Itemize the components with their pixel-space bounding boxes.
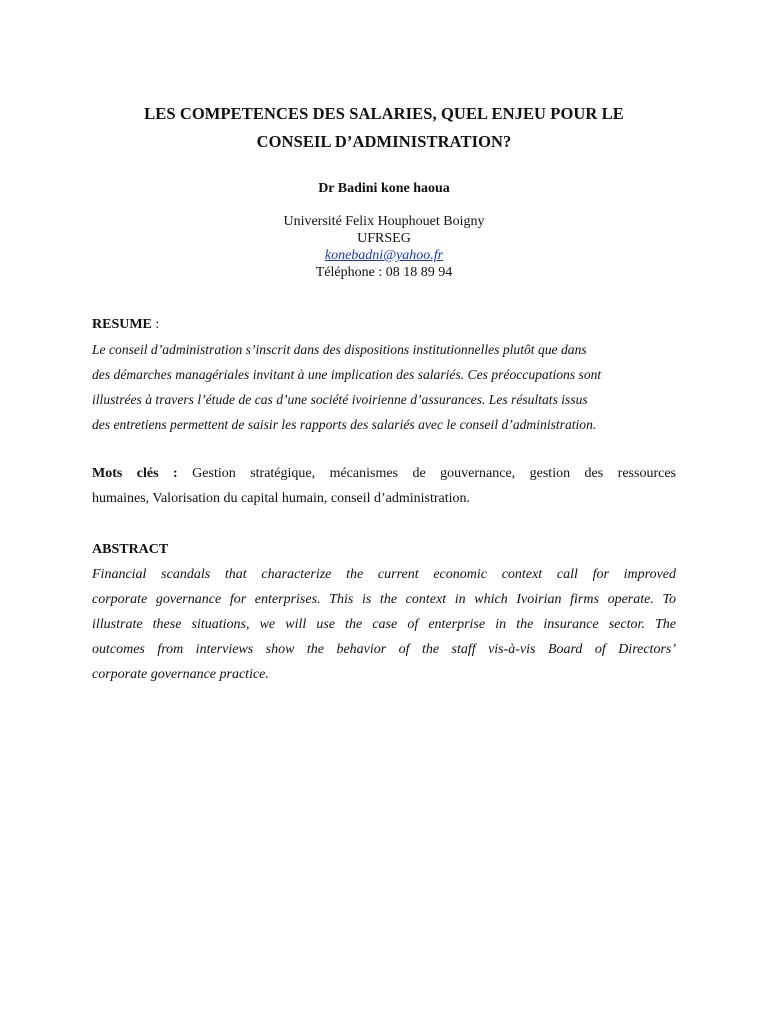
- email-link[interactable]: konebadni@yahoo.fr: [324, 248, 444, 263]
- abstract-line: illustrate these situations, we will use the case of enterprise in the insurance sector. The: [92, 617, 676, 632]
- abstract-line: Financial scandals that characterize the current economic context call for improved: [92, 567, 676, 582]
- resume-heading-suffix: :: [151, 317, 160, 332]
- resume-heading-line: [92, 312, 676, 337]
- paper-title-line-1: LES COMPETENCES DES SALARIES, QUEL ENJEU POUR LE: [144, 104, 624, 123]
- paper-title-line-2: CONSEIL D’ADMINISTRATION?: [256, 132, 512, 151]
- keywords-line-2: humaines, Valorisation du capital humain, conseil d’administration.: [92, 491, 471, 506]
- abstract-line: corporate governance practice.: [92, 667, 269, 682]
- keywords-section: [92, 461, 676, 511]
- resume-section: [92, 312, 676, 437]
- affiliation-block: [92, 213, 676, 281]
- phone-number: Téléphone : 08 18 89 94: [315, 265, 453, 280]
- resume-line: illustrées à travers l’étude de cas d’une société ivoirienne d’assurances. Les résultats issus: [92, 392, 588, 407]
- department-name: UFRSEG: [357, 231, 411, 246]
- resume-body: [92, 337, 676, 437]
- resume-line: Le conseil d’administration s’inscrit dans des dispositions institutionnelles plutôt que dans: [92, 342, 587, 357]
- abstract-section: [92, 537, 676, 687]
- author-name: Dr Badini kone haoua: [318, 181, 450, 196]
- keywords-label: Mots clés :: [92, 466, 178, 481]
- abstract-line: outcomes from interviews show the behavior of the staff vis-à-vis Board of Directors’: [92, 642, 676, 657]
- keywords-line-1: [92, 461, 676, 486]
- paper-title: [92, 100, 676, 156]
- resume-heading: RESUME: [92, 317, 152, 332]
- resume-line: des démarches managériales invitant à une implication des salariés. Ces préoccupations sont: [92, 367, 602, 382]
- abstract-body: [92, 562, 676, 687]
- resume-line: des entretiens permettent de saisir les rapports des salariés avec le conseil d’administration.: [92, 417, 597, 432]
- keywords-text-1: Gestion stratégique, mécanismes de gouvernance, gestion des ressources: [192, 466, 676, 481]
- university-name: Université Felix Houphouet Boigny: [283, 214, 485, 229]
- abstract-line: corporate governance for enterprises. This is the context in which Ivoirian firms operate. To: [92, 592, 676, 607]
- abstract-heading: ABSTRACT: [92, 542, 169, 557]
